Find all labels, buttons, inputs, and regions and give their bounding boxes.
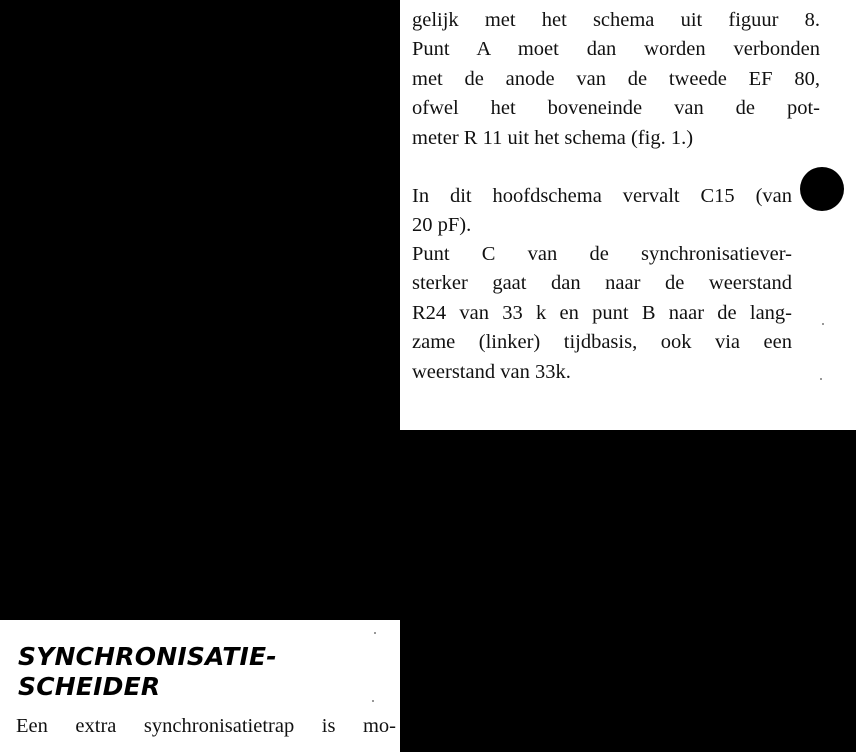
scan-speck	[820, 378, 822, 380]
paragraph-synchronisation	[412, 240, 792, 387]
text-line: 20 pF).	[412, 214, 472, 237]
text-line: In dit hoofdschema vervalt C15 (van	[412, 185, 792, 207]
text-line: Punt C van de synchronisatiever-	[412, 243, 792, 265]
redaction-block-bottom-right	[400, 430, 856, 752]
text-line: weerstand van 33k.	[412, 360, 571, 383]
text-line: R24 van 33 k en punt B naar de lang-	[412, 301, 792, 324]
heading-line: SYNCHRONISATIE-	[18, 642, 277, 671]
ink-blot	[800, 167, 844, 211]
redaction-block-left	[0, 0, 400, 620]
text-line: zame (linker) tijdbasis, ook via een	[412, 331, 792, 354]
clipped-text-line	[0, 611, 400, 625]
section-intro-line: Een extra synchronisatietrap is mo-	[16, 715, 396, 737]
text-line: met de anode van de tweede EF 80,	[412, 67, 820, 90]
text-line: meter R 11 uit het schema (fig. 1.)	[412, 126, 694, 149]
text-line: sterker gaat dan naar de weerstand	[412, 272, 792, 295]
paragraph-figure-reference	[412, 6, 820, 153]
paragraph-main-schema	[412, 182, 792, 241]
scan-speck	[374, 632, 376, 634]
text-line: Punt A moet dan worden verbonden	[412, 38, 820, 61]
heading-line: SCHEIDER	[18, 672, 161, 701]
text-line: ofwel het boveneinde van de pot-	[412, 97, 820, 120]
scan-speck	[372, 700, 374, 702]
scan-speck	[822, 323, 824, 325]
text-line: gelijk met het schema uit figuur 8.	[412, 9, 820, 31]
section-heading	[18, 642, 277, 702]
